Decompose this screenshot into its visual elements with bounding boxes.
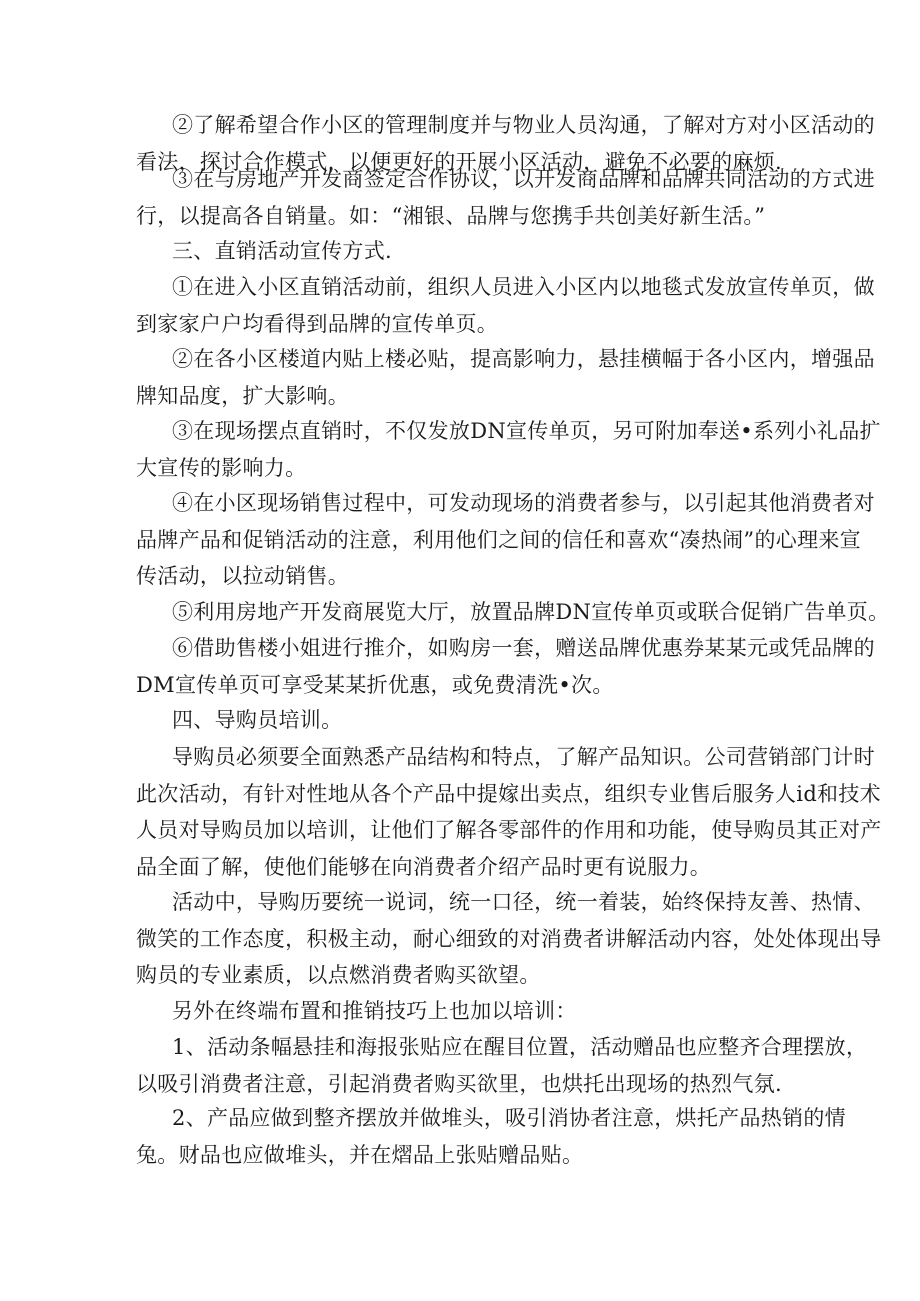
text-line: ②在各小区楼道内贴上楼必贴，提高影响力，悬挂横幅于各小区内，增强品 [172,347,875,371]
text-line: 2、产品应做到整齐摆放并做堆头，吸引消协者注意，烘托产品热销的情 [172,1106,846,1130]
section-heading-promotion [136,233,786,270]
text-line: 牌知品度，扩大影响。 [136,383,349,408]
paragraph-sales-staff [136,630,875,703]
text-line: 微笑的工作态度，积极主动，耐心细致的对消费者讲解活动内容，处处体现出导 [136,926,882,951]
paragraph-guide-attitude [136,884,882,994]
text-line: 购员的专业素质，以点燃消费者购买欲望。 [136,963,541,987]
text-line: 看法，探讨合作模式，以便更好的开展小区活动，避免不必要的麻烦. [136,149,782,174]
text-line: DM宣传单页可享受某某折优惠，或免费清洗•次。 [136,672,614,697]
paragraph-banner-placement [136,1029,868,1102]
paragraph-product-display [136,1100,846,1173]
text-line: 三、直销活动宣传方式. [172,239,392,263]
text-line: 行，以提高各自销量。如：“湘银、品牌与您携手共创美好新生活。” [136,203,766,228]
paragraph-onsite-gifts [136,413,881,486]
text-line: 导购员必须要全面熟悉产品结构和特点，了解产品知识。公司营销部门计时 [172,745,875,769]
text-line: 此次活动，有针对性地从各个产品中提嫁出卖点，组织专业售后服务人id和技术 [136,781,881,806]
text-line: ②了解希望合作小区的管理制度并与物业人员沟通，了解对方对小区活动的 [172,113,875,137]
text-line: 到家家户户均看得到品牌的宣传单页。 [136,311,499,336]
text-line: ④在小区现场销售过程中，可发动现场的消费者参与，以引起其他消费者对 [172,491,875,515]
text-line: ③在现场摆点直销时，不仅发放DN宣传单页，另可附加奉送•系列小礼品扩 [172,419,881,443]
text-line: ⑥借助售楼小姐进行推介，如购房一套，赠送品牌优惠券某某元或凭品牌的 [172,636,875,660]
section-heading-training [136,702,786,739]
text-line: 品全面了解，使他们能够在向消费者介绍产品时更有说服力。 [136,854,712,879]
text-line: 人员对导购员加以培训，让他们了解各零部件的作用和功能，使导购员其正对产 [136,818,882,842]
text-line: 1、活动条幅悬挂和海报张贴应在醒目位置，活动赠品也应整齐合理摆放， [172,1035,868,1059]
text-line: 另外在终端布置和推销技巧上也加以培训： [172,999,577,1023]
text-line: 以吸引消费者注意，引起消费者购买欲里，也烘托出现场的热烈气氛. [136,1071,782,1096]
text-line: ⑤利用房地产开发商展览大厅，放置品牌DN宣传单页或联合促销广告单页。 [172,600,890,624]
paragraph-terminal-training [136,993,786,1030]
paragraph-exhibition-hall [136,594,890,631]
paragraph-developer-agreement [136,161,875,234]
text-line: 四、导购员培训。 [172,708,343,732]
text-line: 传活动，以拉动销售。 [136,564,349,588]
text-line: 大宣传的影响力。 [136,455,307,480]
text-line: ③在与房地产开发商签定合作协议，以开发商品牌和品牌共同活动的方式进 [172,167,875,191]
paragraph-stairwell-posting [136,341,875,414]
paragraph-flyer-distribution [136,269,875,342]
text-line: 兔。财品也应做堆头，并在熠品上张贴赠品贴。 [136,1142,584,1167]
text-line: 品牌产品和促销活动的注意，利用他们之间的信任和喜欢“凑热闹”的心理来宣 [136,527,861,552]
text-line: ①在进入小区直销活动前，组织人员进入小区内以地毯式发放宣传单页，做 [172,275,875,299]
text-line: 活动中，导购历要统一说词，统一口径，统一着装，始终保持友善、热情、 [172,890,875,914]
paragraph-guide-knowledge [136,739,882,885]
paragraph-consumer-participation [136,485,875,595]
